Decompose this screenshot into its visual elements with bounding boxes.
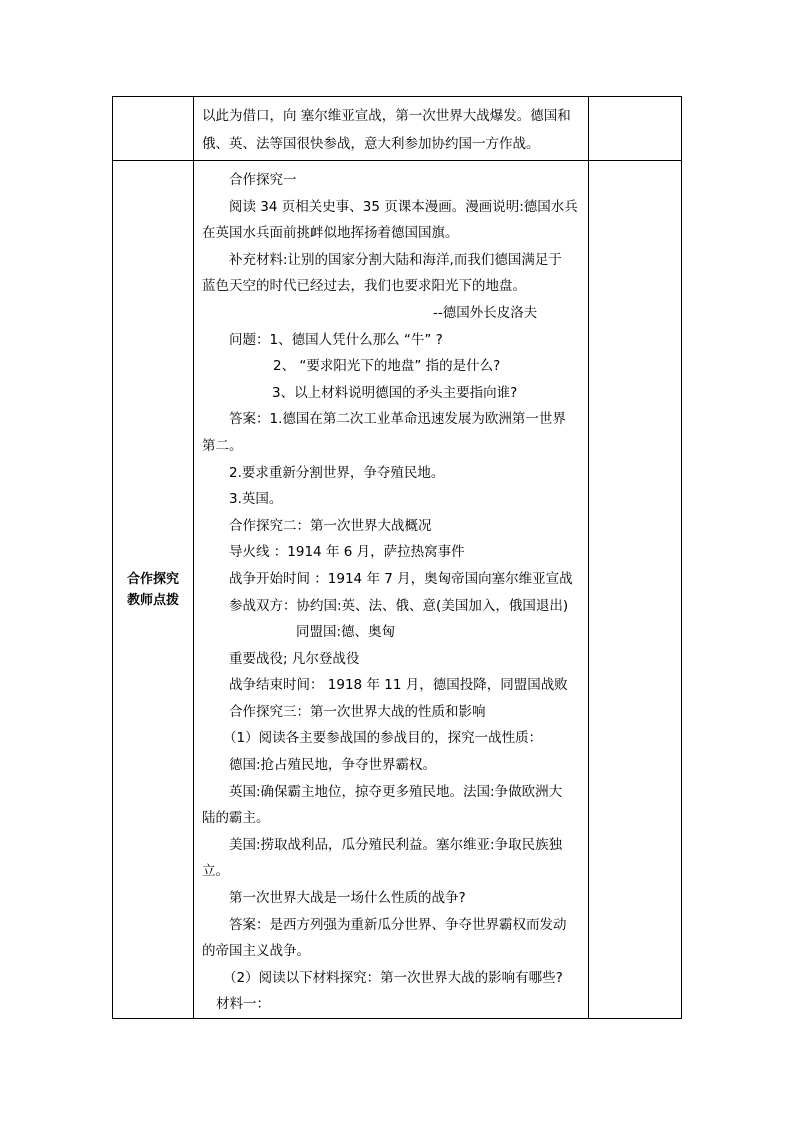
question-3: 3、以上材料说明德国的矛头主要指向谁? <box>272 384 518 401</box>
text-line: 俄、英、法等国很快参战，意大利参加协约国一方作战。 <box>202 136 540 152</box>
question-1: 问题：1、德国人凭什么那么 “牛” ? <box>229 331 443 348</box>
text-line: 第二。 <box>202 437 243 454</box>
text-line: 导火线 ：1914 年 6 月，萨拉热窝事件 <box>229 544 465 561</box>
text-line: 蓝色天空的时代已经过去，我们也要求阳光下的地盘。 <box>202 278 526 295</box>
section-label-line: 教师点拨 <box>126 592 179 608</box>
text-line: 以此为借口，向 塞尔维亚宣战，第一次世界大战爆发。德国和 <box>202 108 571 124</box>
text-line: 重要战役; 凡尔登战役 <box>229 650 360 667</box>
content-cell <box>194 97 589 161</box>
text-line: 在英国水兵面前挑衅似地挥扬着德国国旗。 <box>202 225 459 242</box>
heading-cooperative-1: 合作探究一 <box>229 172 297 188</box>
text-line: 战争结束时间： 1918 年 11 月，德国投降，同盟国战败 <box>229 677 568 694</box>
text-line: 陆的霸主。 <box>202 810 270 827</box>
question-2: 2、 “要求阳光下的地盘” 指的是什么? <box>273 358 501 375</box>
section-label-line: 合作探究 <box>126 571 179 587</box>
text-line: 材料一： <box>216 996 270 1013</box>
text-line: 阅读 34 页相关史事、35 页课本漫画。漫画说明:德国水兵 <box>229 198 578 215</box>
content-cell <box>194 161 589 1019</box>
heading-cooperative-3: 合作探究三：第一次世界大战的性质和影响 <box>229 703 486 720</box>
text-line: 同盟国:德、奥匈 <box>296 624 396 641</box>
answer-1: 答案：1.德国在第二次工业革命迅速发展为欧洲第一世界 <box>229 411 566 428</box>
notes-cell <box>589 161 682 1019</box>
lesson-plan-table <box>112 96 682 1019</box>
text-line: 美国:捞取战利品，瓜分殖民利益。塞尔维亚:争取民族独 <box>229 836 563 853</box>
answer-3: 3.英国。 <box>229 491 283 508</box>
text-line: （1）阅读各主要参战国的参战目的，探究一战性质： <box>223 730 543 747</box>
heading-cooperative-2: 合作探究二：第一次世界大战概况 <box>229 517 432 534</box>
quote-attribution: --德国外长皮洛夫 <box>433 304 538 321</box>
text-line: 补充材料:让别的国家分割大陆和海洋,而我们德国满足于 <box>229 251 562 268</box>
text-line: 德国:抢占殖民地，争夺世界霸权。 <box>229 757 437 774</box>
text-line: 立。 <box>202 863 229 880</box>
table-row <box>113 161 682 1019</box>
section-label <box>113 161 194 1019</box>
text-line: 战争开始时间 ：1914 年 7 月，奥匈帝国向塞尔维亚宣战 <box>229 570 573 587</box>
table-row <box>113 97 682 161</box>
notes-cell <box>589 97 682 161</box>
text-line: 参战双方：协约国:英、法、俄、意(美国加入，俄国退出) <box>229 597 569 614</box>
text-line: 答案：是西方列强为重新瓜分世界、争夺世界霸权而发动 <box>229 916 567 933</box>
text-line: 第一次世界大战是一场什么性质的战争? <box>229 890 466 907</box>
label-cell-empty <box>113 97 194 161</box>
text-line: 英国:确保霸主地位，掠夺更多殖民地。法国:争做欧洲大 <box>229 783 563 800</box>
answer-2: 2.要求重新分割世界，争夺殖民地。 <box>229 464 445 481</box>
text-line: 的帝国主义战争。 <box>202 943 310 960</box>
text-line: （2）阅读以下材料探究：第一次世界大战的影响有哪些? <box>223 969 563 986</box>
